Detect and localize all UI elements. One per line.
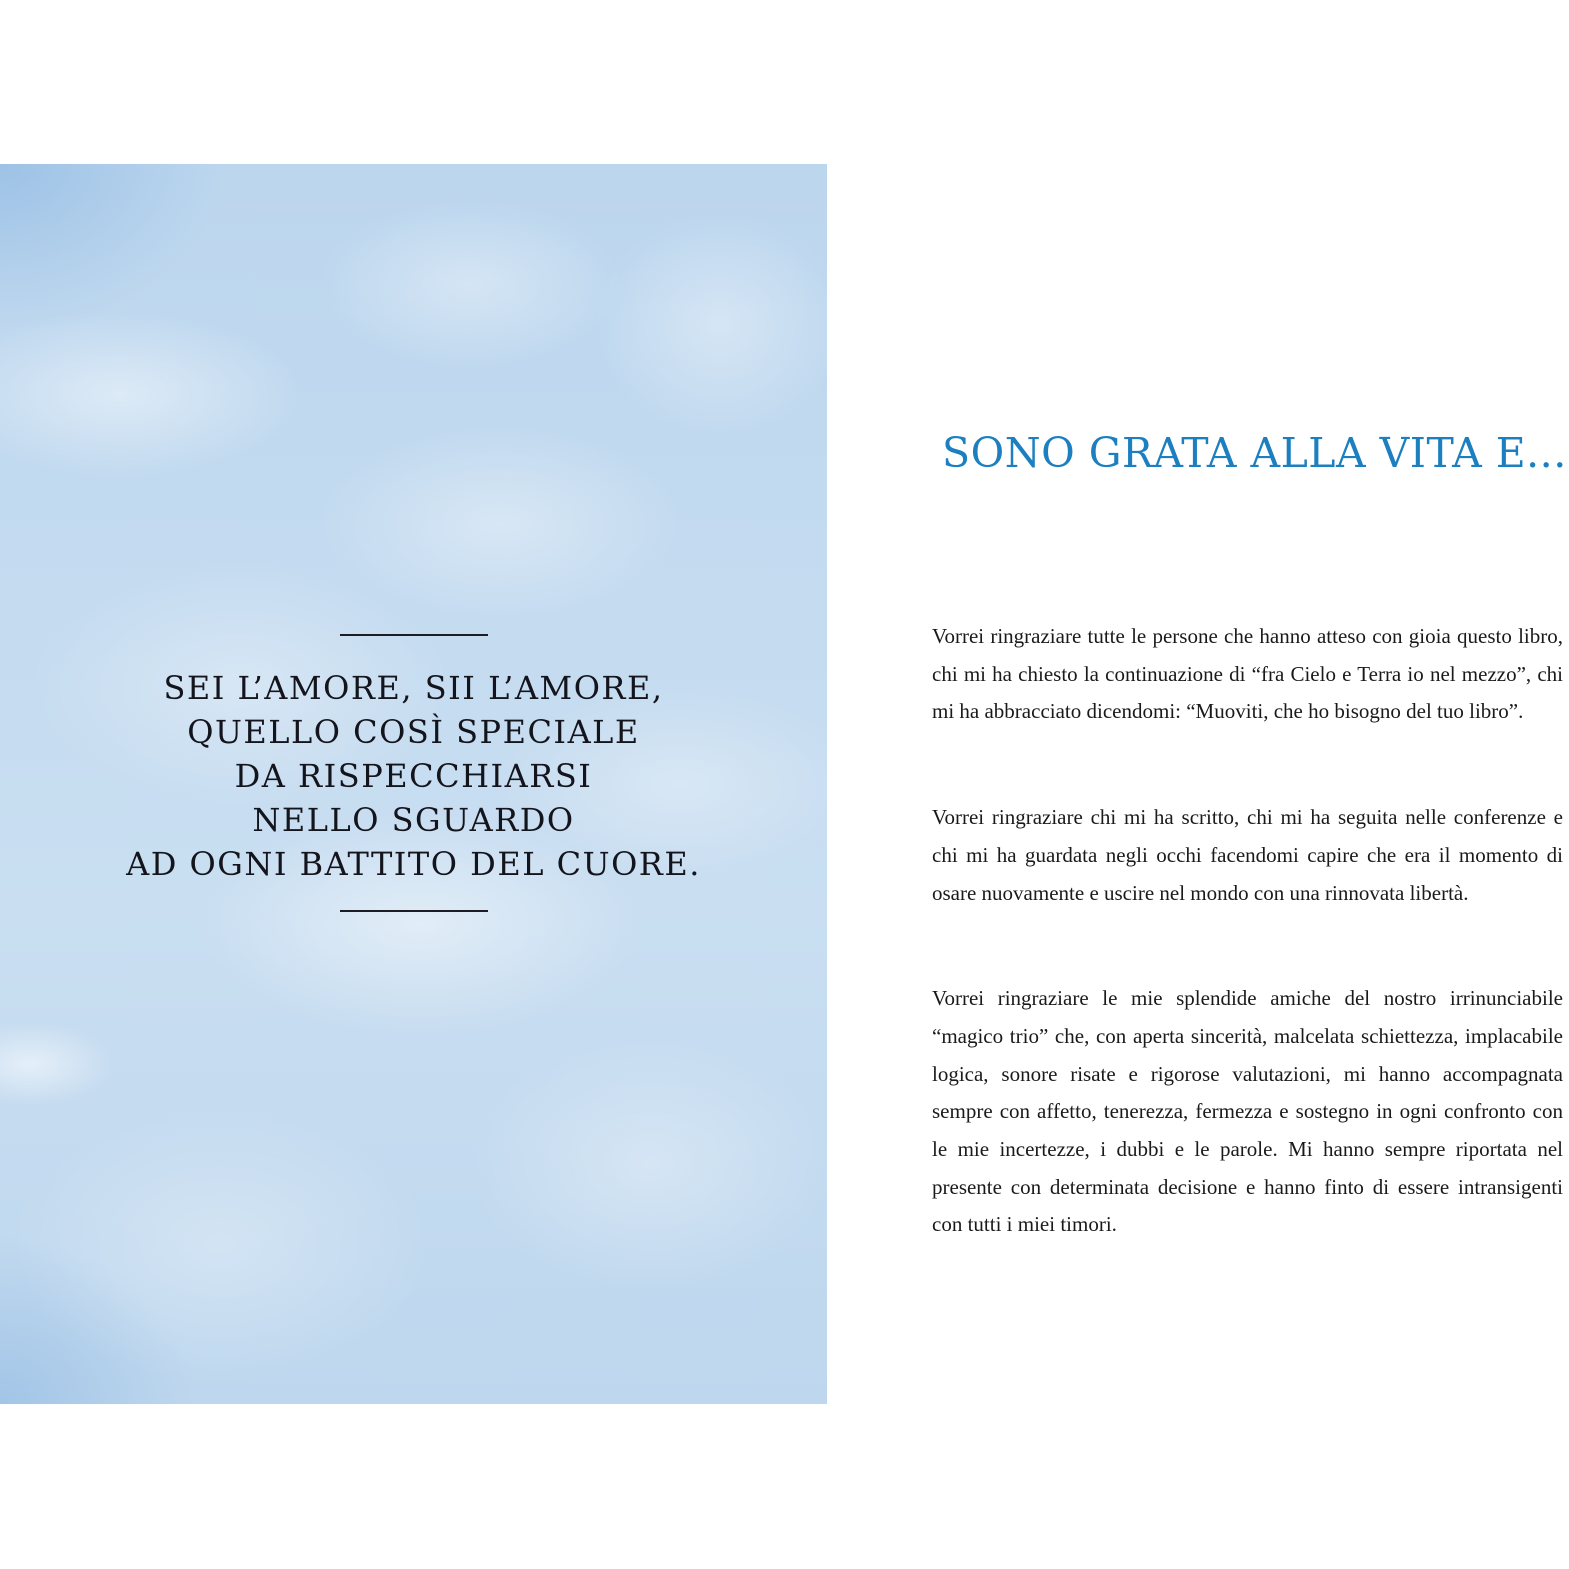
quote-text: SEI L’AMORE, SII L’AMORE, QUELLO COSÌ SPECIALE DA RISPECCHIARSI NELLO SGUARDO AD OGNI BATTITO DEL CUORE. xyxy=(126,669,701,883)
acknowledgements-body xyxy=(932,618,1563,1244)
quote-bottom-rule xyxy=(340,910,488,912)
quote-top-rule xyxy=(340,634,488,636)
paragraph-1: Vorrei ringraziare tutte le persone che hanno atteso con gioia questo libro, chi mi ha chiesto la continuazione di “fra Cielo e Terra io nel mezzo”, chi mi ha abbracciato dicendomi: “Muoviti, che ho bisogno del tuo libro”. xyxy=(932,624,1563,724)
paragraph-2: Vorrei ringraziare chi mi ha scritto, chi mi ha seguita nelle conferenze e chi mi ha guardata negli occhi facendomi capire che era il momento di osare nuovamente e uscire nel mondo con una rinnovata libertà. xyxy=(932,805,1563,905)
paragraph-3: Vorrei ringraziare le mie splendide amiche del nostro irrinunciabile “magico trio” che, con aperta sincerità, malcelata schiettezza, implacabile logica, sonore risate e rigorose valutazioni, mi hanno accompagnata sempre con affetto, tenerezza, fermezza e sostegno in ogni confronto con le mie incertezze, i dubbi e le parole. Mi hanno sempre riportata nel presente con determinata decisione e hanno finto di essere intransigenti con tutti i miei timori. xyxy=(932,986,1563,1237)
sky-background-panel xyxy=(0,164,827,1404)
quote-block xyxy=(60,634,767,912)
page-heading: SONO GRATA ALLA VITA E... xyxy=(942,429,1567,477)
